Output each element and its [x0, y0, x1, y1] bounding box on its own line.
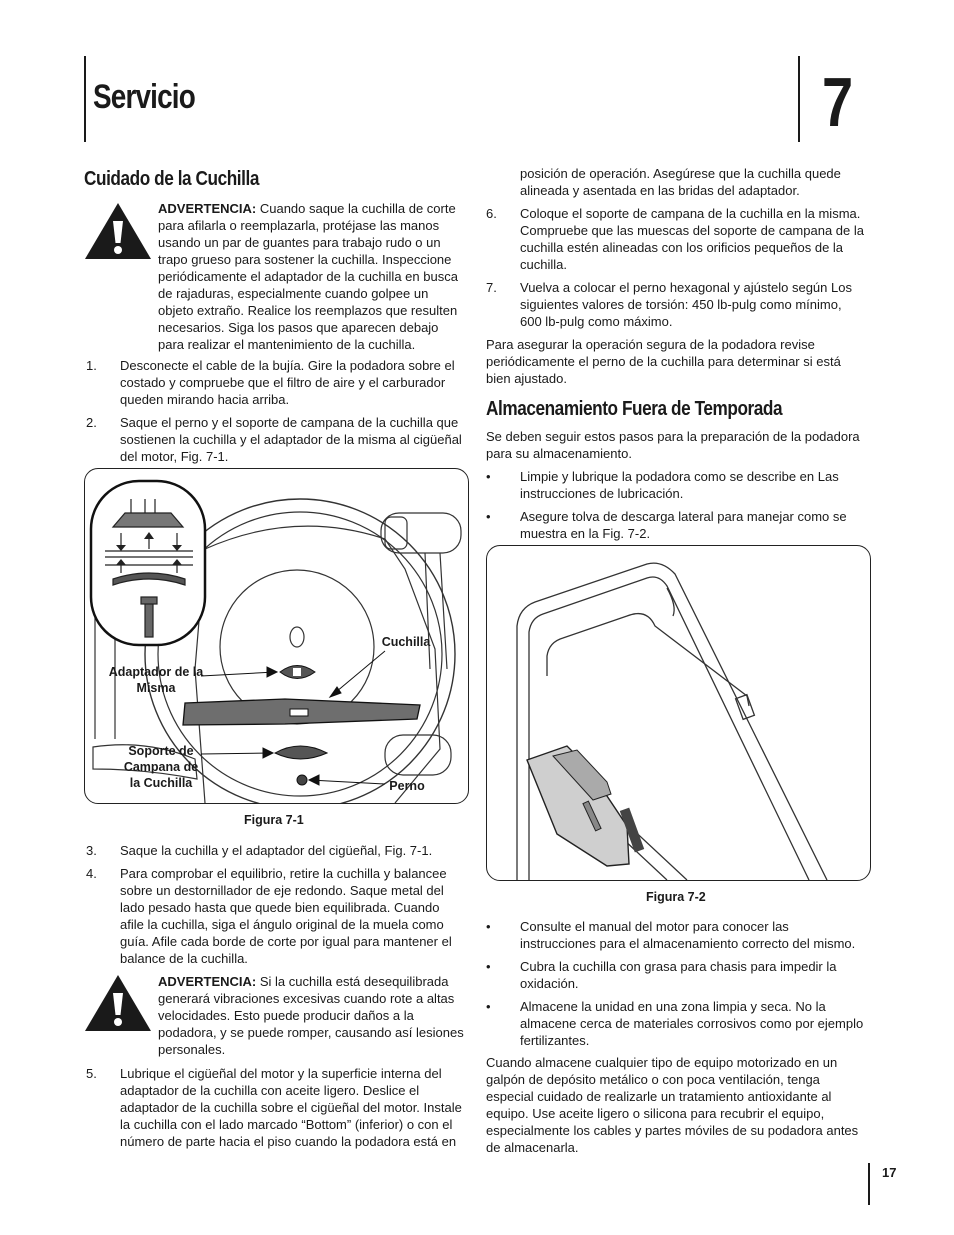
paragraph-storage-intro: Se deben seguir estos pasos para la preparación de la podadora para su almacenamiento. [486, 429, 860, 461]
section-heading-blade-care: Cuidado de la Cuchilla [84, 168, 259, 190]
page-number: 17 [882, 1165, 897, 1180]
bell-support-shape [275, 746, 327, 759]
figure-7-1 [84, 468, 469, 804]
label-cuchilla: Cuchilla [381, 635, 431, 649]
footer-rule [868, 1163, 870, 1205]
figure-7-1-caption: Figura 7-1 [244, 813, 304, 827]
warning-triangle-icon [83, 201, 153, 261]
header-left-rule [84, 56, 86, 142]
warning-triangle-icon [83, 973, 153, 1033]
page-title: Servicio [93, 78, 195, 116]
warning-text-1: ADVERTENCIA: Cuando saque la cuchilla de corte para afilarla o reemplazarla, protéjase las manos usando un par de guantes para trabajo rudo o un trapo grueso para sostener la cuchilla. Inspeccione periódicamente el adaptador de la cuchilla en busca de rajaduras, especialmente cuando golpee un objeto extraño. Realice los reemplazos que resulten necesarios. Siga los pasos que aparecen debajo para realizar el mantenimiento de la cuchilla. [158, 201, 458, 352]
mower-handle-illustration [487, 546, 870, 880]
paragraph-storage-warning: Cuando almacene cualquier tipo de equipo motorizado en un galpón de depósito metálico o con poca ventilación, tenga especial cuidado de realizarle un tratamiento antioxidante al equipo. Use aceite ligero o silicona para recubrir el equipo, especialmente los cables y partes móviles de su podadora antes de almacenarla. [486, 1055, 859, 1155]
chapter-number: 7 [822, 63, 854, 141]
header-right-rule [798, 56, 800, 142]
section-heading-storage: Almacenamiento Fuera de Temporada [486, 398, 783, 420]
figure-7-2-caption: Figura 7-2 [646, 890, 706, 904]
paragraph-safety-check: Para asegurar la operación segura de la podadora revise periódicamente el perno de la cuchilla para determinar si está bien ajustado. [486, 337, 841, 386]
figure-7-2 [486, 545, 871, 881]
label-soporte: Soporte de Campana de la Cuchilla [123, 744, 199, 790]
label-adaptador: Adaptador de la Misma [108, 665, 204, 695]
label-perno: Perno [389, 779, 425, 793]
step-5-continued: posición de operación. Asegúrese que la cuchilla quede alineada y asentada en las bridas del adaptador. [520, 166, 841, 198]
warning-text-2: ADVERTENCIA: Si la cuchilla está desequilibrada generará vibraciones excesivas cuando rote a altas velocidades. Esto puede producir daños a la podadora, y se puede romper, causando así lesiones personales. [158, 974, 464, 1057]
